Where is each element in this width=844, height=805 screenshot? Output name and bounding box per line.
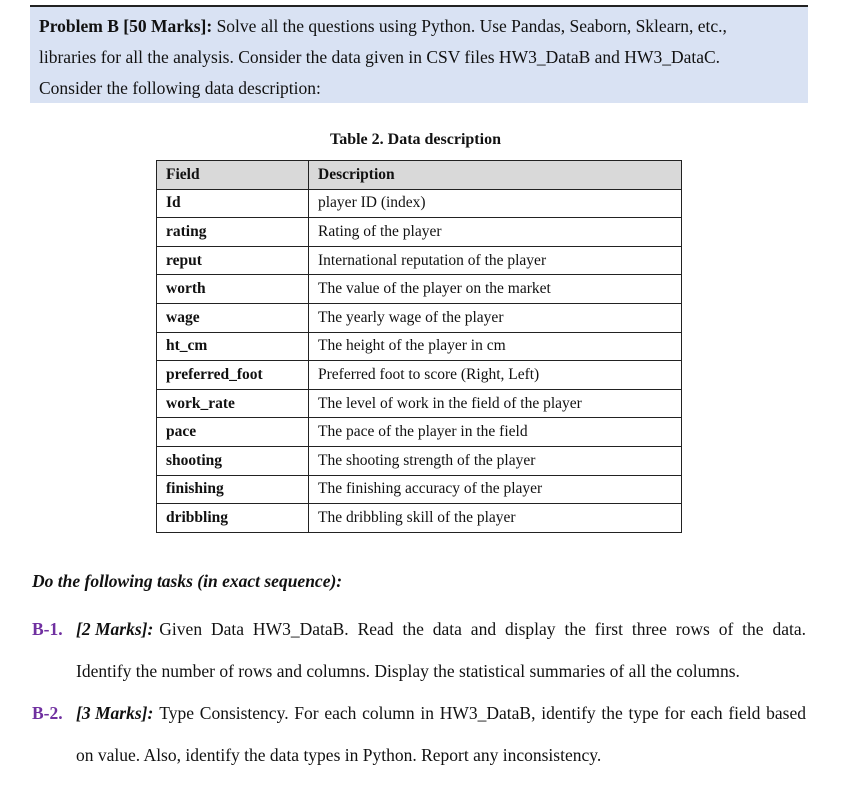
task-b2-line-1 [32,692,806,734]
field-cell: reput [157,246,309,275]
field-cell: worth [157,275,309,304]
field-cell: finishing [157,475,309,504]
data-description-table [156,160,682,533]
field-cell: work_rate [157,389,309,418]
task-b1 [32,608,810,692]
table-row [157,189,682,218]
task-b1-text-1: Given Data HW3_DataB. Read the data and display the first three rows of the data. [159,619,806,639]
table-row [157,303,682,332]
description-cell: The shooting strength of the player [309,446,682,475]
table-row [157,275,682,304]
table-caption: Table 2. Data description [330,131,501,148]
problem-title: Problem B [50 Marks]: [39,16,213,36]
field-cell: ht_cm [157,332,309,361]
problem-line-1-text: Solve all the questions using Python. Use Pandas, Seaborn, Sklearn, etc., [216,16,727,36]
table-row [157,361,682,390]
tasks-heading: Do the following tasks (in exact sequence): [32,571,343,591]
field-cell: pace [157,418,309,447]
description-cell: The yearly wage of the player [309,303,682,332]
description-cell: The level of work in the field of the player [309,389,682,418]
description-cell: The height of the player in cm [309,332,682,361]
problem-line-3: Consider the following data description: [39,78,321,98]
header-description: Description [309,161,682,190]
table-row [157,418,682,447]
description-cell: The finishing accuracy of the player [309,475,682,504]
task-number: B-1. [32,619,63,639]
description-cell: player ID (index) [309,189,682,218]
table-row [157,246,682,275]
description-cell: International reputation of the player [309,246,682,275]
task-number: B-2. [32,703,63,723]
table-row [157,475,682,504]
description-cell: Rating of the player [309,218,682,247]
table-header-row [157,161,682,190]
problem-statement [30,7,808,103]
description-cell: Preferred foot to score (Right, Left) [309,361,682,390]
task-b2-text-1: Type Consistency. For each column in HW3_DataB, identify the type for each field based [159,703,806,723]
task-b1-line-1 [32,608,806,650]
description-cell: The pace of the player in the field [309,418,682,447]
table-row [157,446,682,475]
task-marks: [3 Marks]: [76,703,154,723]
description-cell: The value of the player on the market [309,275,682,304]
table-row [157,332,682,361]
field-cell: shooting [157,446,309,475]
field-cell: wage [157,303,309,332]
field-cell: preferred_foot [157,361,309,390]
field-cell: dribbling [157,504,309,533]
table-row [157,504,682,533]
header-field: Field [157,161,309,190]
description-cell: The dribbling skill of the player [309,504,682,533]
problem-line-2: libraries for all the analysis. Consider the data given in CSV files HW3_DataB and HW3_DataC. [39,47,721,67]
task-marks: [2 Marks]: [76,619,154,639]
table-row [157,389,682,418]
field-cell: Id [157,189,309,218]
problem-line-1 [39,11,799,42]
task-b1-text-2: Identify the number of rows and columns. Display the statistical summaries of all the columns. [76,661,740,681]
task-b2 [32,692,810,776]
table-row [157,218,682,247]
field-cell: rating [157,218,309,247]
task-b2-text-2: on value. Also, identify the data types in Python. Report any inconsistency. [76,745,602,765]
